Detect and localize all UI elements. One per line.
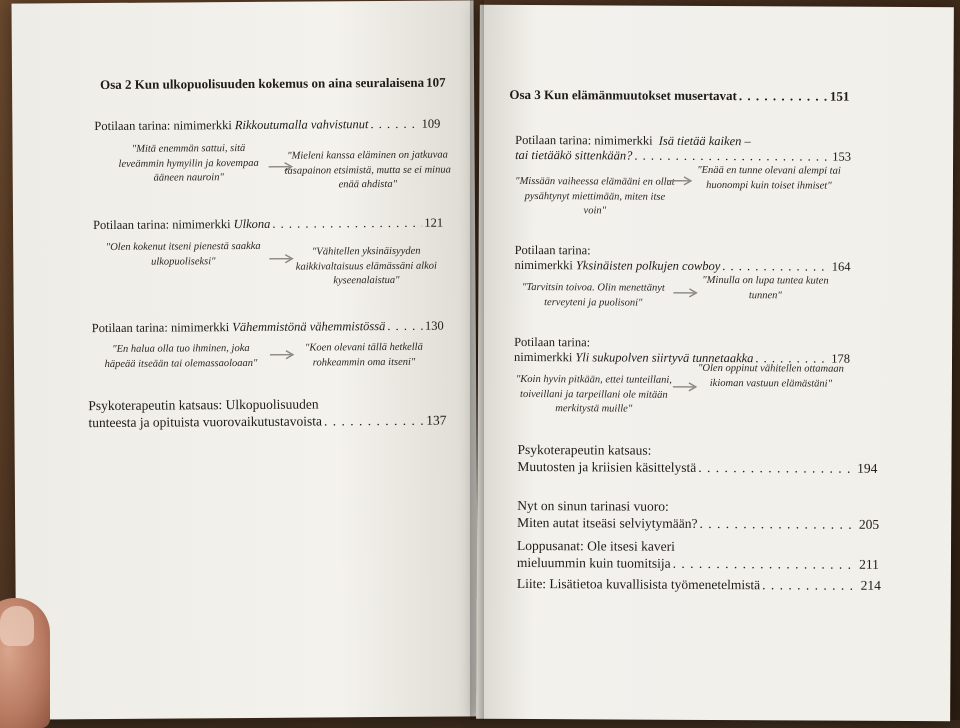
entry-194-line-1: Psykoterapeutin katsaus: — [518, 441, 878, 460]
leader-dots — [698, 459, 855, 477]
entry-211-page: 211 — [859, 556, 879, 573]
story-4-prefix: Potilaan tarina: nimimerkki — [515, 133, 656, 148]
entry-205-page: 205 — [859, 516, 879, 533]
leader-dots — [370, 117, 419, 132]
toc-story-5[interactable] — [514, 243, 850, 275]
arrow-right-icon — [269, 350, 295, 360]
story-2-page: 121 — [424, 216, 443, 231]
toc-entry-211[interactable] — [517, 537, 879, 573]
entry-214-line: Liite: Lisätietoa kuvallisista työmenetelmistä — [517, 575, 760, 593]
leader-dots — [739, 88, 828, 104]
story-5-quote-before: "Tarvitsin toivoa. Olin menettänyt terveyteni ja puolisoni" — [518, 281, 668, 311]
leader-dots — [673, 555, 858, 573]
part-2-title: Osa 2 Kun ulkopuolisuuden kokemus on aina seuralaisena — [100, 75, 424, 93]
part-3-title: Osa 3 Kun elämänmuutokset musertavat — [509, 87, 737, 104]
leader-dots — [272, 216, 422, 232]
story-2-name: Ulkona — [233, 217, 270, 232]
story-6-prefix: Potilaan tarina: — [514, 335, 850, 352]
arrow-right-icon — [672, 288, 698, 298]
story-5-page: 164 — [832, 260, 851, 275]
story-5-quote-after: "Minulla on lupa tuntea kuten tunnen" — [700, 274, 830, 304]
toc-story-2[interactable] — [93, 216, 443, 233]
book-spine — [470, 0, 484, 720]
story-1-quote-after: "Mieleni kanssa eläminen on jatkuvaa tasapainon etsimistä, mutta se ei minua enää ahdista" — [283, 149, 453, 194]
entry-211-line-1: Loppusanat: Ole itsesi kaveri — [517, 537, 879, 556]
story-4-name-2: tai tietääkö sittenkään? — [515, 148, 632, 164]
story-3-name: Vähemmistönä vähemmistössä — [232, 319, 385, 335]
story-4-quote-after: "Enää en tunne olevani alempi tai huonompi kuin toiset ihmiset" — [689, 164, 849, 194]
story-6-page: 178 — [831, 352, 850, 367]
story-6-quote-after: "Olen oppinut vähitellen ottamaan ikioman vastuun elämästäni" — [696, 362, 846, 392]
story-1-prefix: Potilaan tarina: nimimerkki — [94, 118, 232, 134]
story-1-name: Rikkoutumalla vahvistunut — [235, 117, 369, 133]
entry-205-line-1: Nyt on sinun tarinasi vuoro: — [517, 497, 879, 516]
story-5-prefix: Potilaan tarina: — [515, 243, 851, 260]
story-5-name: Yksinäisten polkujen cowboy — [576, 258, 720, 274]
story-4-page: 153 — [832, 150, 851, 165]
story-4-quote-before: "Missään vaiheessa elämääni en ollut pysähtynyt miettimään, miten itse voin" — [515, 175, 675, 219]
thumbnail-nail — [0, 606, 34, 646]
left-page — [12, 0, 479, 719]
right-page — [476, 5, 954, 721]
part-2-page: 107 — [426, 75, 446, 91]
therapist-page: 137 — [426, 412, 446, 429]
leader-dots — [324, 412, 424, 430]
therapist-line-2: tunteesta ja opituista vuorovaikutustavoista — [88, 412, 322, 431]
story-3-page: 130 — [425, 319, 444, 334]
leader-dots — [762, 576, 859, 594]
story-5-prefix-2: nimimerkki — [514, 258, 572, 273]
story-1-page: 109 — [422, 117, 441, 132]
arrow-right-icon — [672, 382, 698, 392]
story-6-name: Yli sukupolven siirtyvä tunnetaakka — [575, 350, 753, 366]
story-3-quote-after: "Koen olevani tällä hetkellä rohkeammin oma itseni" — [294, 341, 434, 371]
story-6-prefix-2: nimimerkki — [514, 350, 572, 365]
leader-dots — [722, 259, 830, 275]
toc-story-4[interactable] — [515, 133, 851, 165]
entry-194-page: 194 — [857, 460, 877, 477]
toc-part-3[interactable] — [509, 87, 849, 105]
entry-205-line-2: Miten autat itseäsi selviytymään? — [517, 514, 697, 532]
toc-part-2[interactable] — [100, 75, 440, 93]
toc-entry-205[interactable] — [517, 497, 879, 533]
story-6-quote-before: "Koin hyvin pitkään, ettei tunteillani, toiveillani ja tarpeillani ole mitään merkitystä muille" — [514, 373, 674, 417]
leader-dots — [699, 515, 857, 533]
toc-entry-194[interactable] — [517, 441, 877, 477]
entry-194-line-2: Muutosten ja kriisien käsittelystä — [517, 458, 696, 476]
toc-story-3[interactable] — [92, 319, 444, 336]
entry-214-page: 214 — [861, 577, 881, 594]
leader-dots — [634, 149, 830, 165]
therapist-line-1: Psykoterapeutin katsaus: Ulkopuolisuuden — [88, 395, 446, 414]
story-2-prefix: Potilaan tarina: nimimerkki — [93, 217, 231, 233]
toc-entry-214[interactable] — [517, 575, 881, 594]
story-2-quote-before: "Olen kokenut itseni pienestä saakka ulkopuoliseksi" — [103, 240, 263, 270]
story-1-quote-before: "Mitä enemmän sattui, sitä leveämmin hymyilin ja kovempaa ääneen nauroin" — [108, 142, 268, 187]
entry-211-line-2: mieluummin kuin tuomitsija — [517, 554, 671, 572]
toc-therapist-review[interactable] — [88, 395, 446, 431]
story-3-prefix: Potilaan tarina: nimimerkki — [92, 320, 230, 336]
leader-dots — [387, 319, 423, 334]
toc-story-1[interactable] — [94, 117, 440, 134]
story-3-quote-before: "En halua olla tuo ihminen, joka häpeää itseään tai olemassaoloaan" — [96, 342, 266, 372]
story-2-quote-after: "Vähitellen yksinäisyyden kaikkivaltaisuus elämässäni alkoi kyseenalaistua" — [291, 245, 441, 290]
part-3-page: 151 — [830, 89, 850, 105]
story-4-name-1: Isä tietää kaiken – — [659, 134, 751, 148]
